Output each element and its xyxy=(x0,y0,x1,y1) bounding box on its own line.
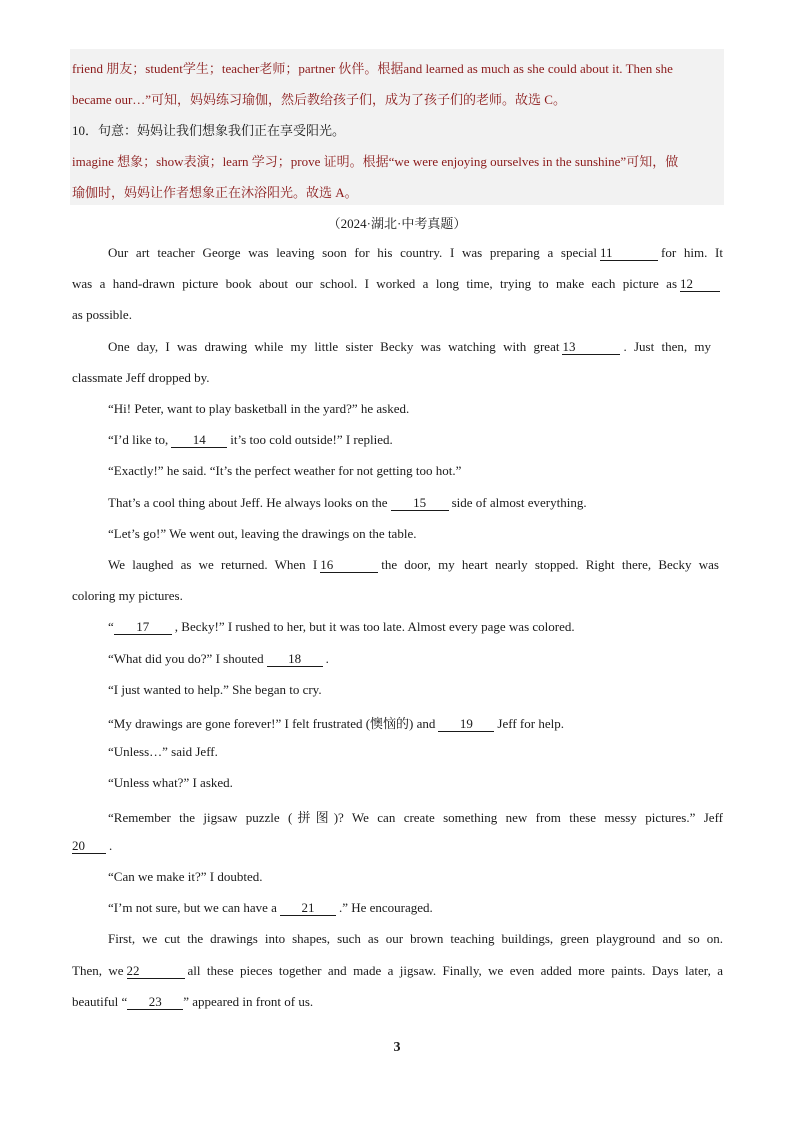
blank-15: 15 xyxy=(391,496,449,511)
passage-line: “Exactly!” he said. “It’s the perfect weather for not getting too hot.” xyxy=(108,463,462,478)
passage-line: was a hand-drawn picture book about our school. I worked a long time, trying to make each picture as 12 xyxy=(72,276,723,292)
passage-line: coloring my pictures. xyxy=(72,588,183,603)
passage-line: beautiful “ 23 ” appeared in front of us. xyxy=(72,994,314,1009)
passage-line: 20 . xyxy=(72,838,113,853)
passage-line: Our art teacher George was leaving soon for his country. I was preparing a special 11 for him. It xyxy=(108,245,723,260)
blank-23: 23 xyxy=(127,995,183,1010)
source-title: （2024·湖北·中考真题） xyxy=(327,216,467,231)
passage-line: “Unless…” said Jeff. xyxy=(108,744,218,759)
blank-13: 13 xyxy=(562,340,620,355)
passage-line: “Hi! Peter, want to play basketball in the yard?” he asked. xyxy=(108,401,410,416)
passage-line: “Unless what?” I asked. xyxy=(108,775,233,790)
blank-17: 17 xyxy=(114,620,172,635)
answer-line-4: imagine 想象；show表演；learn 学习；prove 证明。根据“we were enjoying ourselves in the sunshine”可知，做 xyxy=(72,154,679,169)
passage-line: “Let’s go!” We went out, leaving the drawings on the table. xyxy=(108,526,417,541)
passage-line: One day, I was drawing while my little sister Becky was watching with great 13 . Just then, my xyxy=(108,339,711,354)
blank-20: 20 xyxy=(72,839,106,854)
passage-line: “I’m not sure, but we can have a 21 .” He encouraged. xyxy=(108,900,433,915)
passage-line: “Can we make it?” I doubted. xyxy=(108,869,263,884)
passage-line: That’s a cool thing about Jeff. He always looks on the 15 side of almost everything. xyxy=(108,495,587,510)
passage-line: “I just wanted to help.” She began to cry. xyxy=(108,682,322,697)
passage-line: classmate Jeff dropped by. xyxy=(72,370,210,385)
passage-line: “What did you do?” I shouted 18 . xyxy=(108,651,329,666)
passage-line: We laughed as we returned. When I 16 the door, my heart nearly stopped. Right there, Becky was xyxy=(108,557,719,572)
blank-22: 22 xyxy=(127,964,185,979)
answer-line-2: became our…”可知，妈妈练习瑜伽，然后教给孩子们，成为了孩子们的老师。故选 C。 xyxy=(72,92,566,107)
blank-12: 12 xyxy=(680,277,720,292)
passage-line: “Remember the jigsaw puzzle (拼图)? We can create something new from these messy pictures.” Jeff xyxy=(108,810,723,825)
blank-16: 16 xyxy=(320,558,378,573)
blank-18: 18 xyxy=(267,652,323,667)
passage-line: Then, we 22 all these pieces together and made a jigsaw. Finally, we even added more paints. Days later, a xyxy=(72,963,724,978)
page-number: 3 xyxy=(393,1040,401,1055)
answer-line-3: 10．句意：妈妈让我们想象我们正在享受阳光。 xyxy=(72,123,346,138)
blank-21: 21 xyxy=(280,901,336,916)
blank-19: 19 xyxy=(438,717,494,732)
blank-11: 11 xyxy=(600,246,658,261)
blank-14: 14 xyxy=(171,433,227,448)
passage-line: First, we cut the drawings into shapes, such as our brown teaching buildings, green playground and so on. xyxy=(108,931,723,946)
passage-line: “I’d like to, 14 it’s too cold outside!” I replied. xyxy=(108,432,393,447)
answer-line-5: 瑜伽时，妈妈让作者想象正在沐浴阳光。故选 A。 xyxy=(72,185,358,200)
answer-line-1: friend 朋友；student学生；teacher老师；partner 伙伴。根据and learned as much as she could about it. Then she xyxy=(72,61,673,76)
passage-line: as possible. xyxy=(72,307,132,322)
passage-line: “My drawings are gone forever!” I felt frustrated (懊恼的) and 19 Jeff for help. xyxy=(108,716,564,731)
passage-line: “ 17 , Becky!” I rushed to her, but it was too late. Almost every page was colored. xyxy=(108,619,575,634)
